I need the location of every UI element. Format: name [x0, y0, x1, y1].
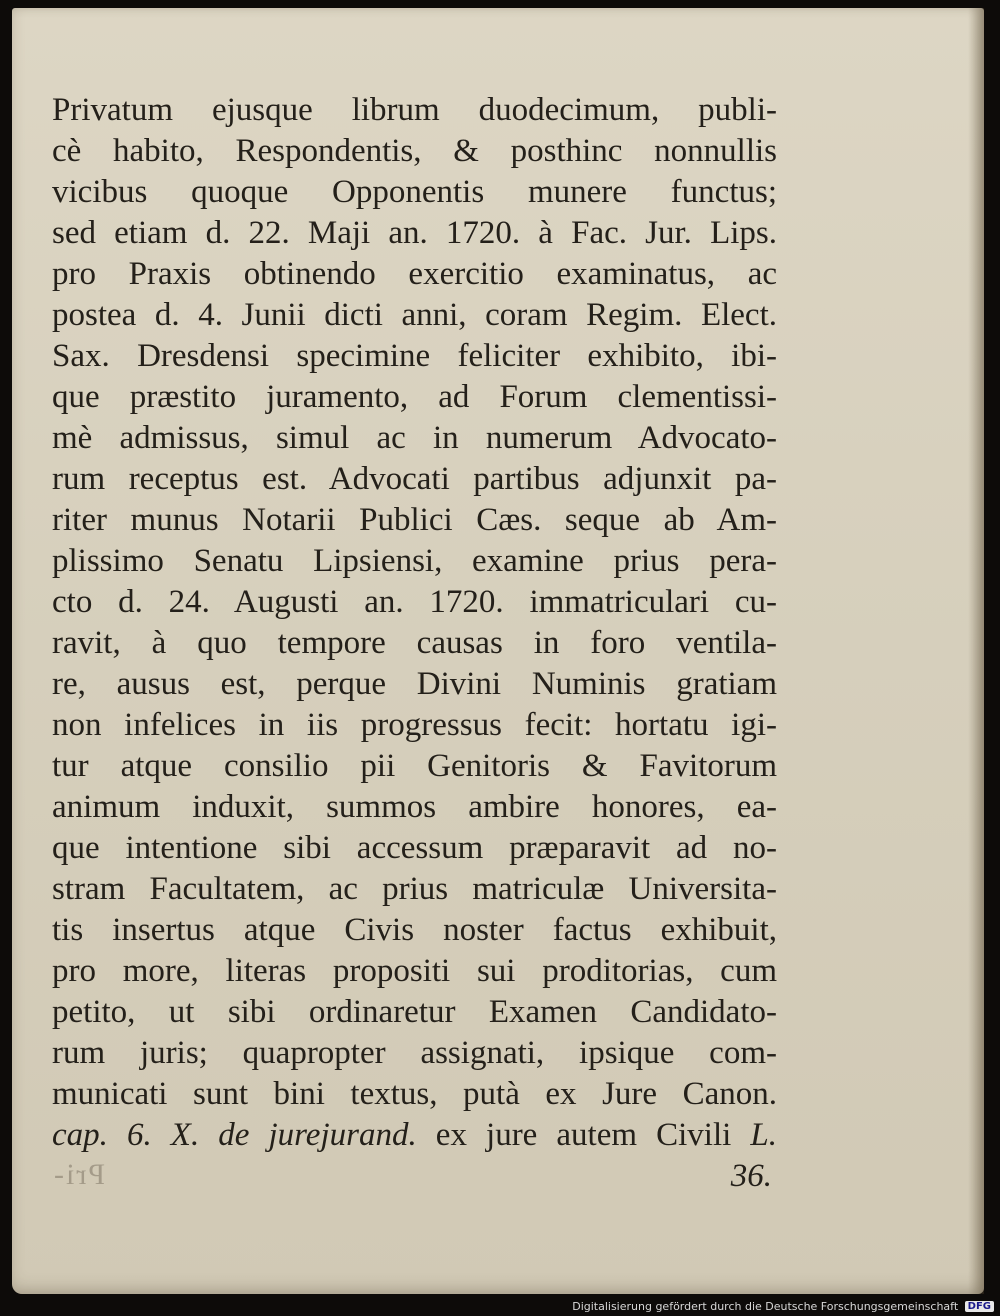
funding-credit-text: Digitalisierung gefördert durch die Deutsche Forschungsgemeinschaft: [572, 1300, 959, 1313]
footer-bar: [0, 1296, 1000, 1316]
page-binding-shadow: [968, 8, 984, 1294]
text-line: ravit, à quo tempore causas in foro ventila-: [52, 625, 777, 661]
citation-italic: cap. 6. X. de jurejurand.: [52, 1117, 417, 1153]
citation-roman: ex jure autem Civili: [416, 1117, 751, 1153]
bleed-through-text: Pri-: [52, 1158, 105, 1191]
text-line: municati sunt bini textus, putà ex Jure Canon.: [52, 1076, 777, 1112]
text-line: que intentione sibi accessum præparavit ad no-: [52, 830, 777, 866]
text-line: cto d. 24. Augusti an. 1720. immatriculari cu-: [52, 584, 777, 620]
citation-italic-end: L.: [750, 1117, 777, 1153]
book-page: [12, 8, 984, 1294]
text-line: tur atque consilio pii Genitoris & Favitorum: [52, 748, 777, 784]
text-line: Privatum ejusque librum duodecimum, publi-: [52, 92, 777, 128]
text-line: tis insertus atque Civis noster factus exhibuit,: [52, 912, 777, 948]
text-line: stram Facultatem, ac prius matriculæ Universita-: [52, 871, 777, 907]
text-line: mè admissus, simul ac in numerum Advocato-: [52, 420, 777, 456]
body-text: [52, 90, 777, 1156]
text-line: rum juris; quapropter assignati, ipsique com-: [52, 1035, 777, 1071]
text-line-last: [52, 1115, 777, 1156]
catchword: 36.: [730, 1158, 772, 1194]
text-line: cè habito, Respondentis, & posthinc nonnullis: [52, 133, 777, 169]
text-line: sed etiam d. 22. Maji an. 1720. à Fac. Jur. Lips.: [52, 215, 777, 251]
text-line: postea d. 4. Junii dicti anni, coram Regim. Elect.: [52, 297, 777, 333]
text-line: vicibus quoque Opponentis munere functus;: [52, 174, 777, 210]
dfg-logo-icon: DFG: [965, 1301, 994, 1312]
text-line: petito, ut sibi ordinaretur Examen Candidato-: [52, 994, 777, 1030]
text-line: pro more, literas propositi sui proditorias, cum: [52, 953, 777, 989]
text-line: Sax. Dresdensi specimine feliciter exhibito, ibi-: [52, 338, 777, 374]
text-line: riter munus Notarii Publici Cæs. seque ab Am-: [52, 502, 777, 538]
text-line: animum induxit, summos ambire honores, ea-: [52, 789, 777, 825]
funding-credit: [572, 1300, 994, 1313]
text-line: pro Praxis obtinendo exercitio examinatus, ac: [52, 256, 777, 292]
text-line: que præstito juramento, ad Forum clementissi-: [52, 379, 777, 415]
text-line: re, ausus est, perque Divini Numinis gratiam: [52, 666, 777, 702]
text-line: plissimo Senatu Lipsiensi, examine prius pera-: [52, 543, 777, 579]
text-line: rum receptus est. Advocati partibus adjunxit pa-: [52, 461, 777, 497]
text-line: non infelices in iis progressus fecit: hortatu igi-: [52, 707, 777, 743]
